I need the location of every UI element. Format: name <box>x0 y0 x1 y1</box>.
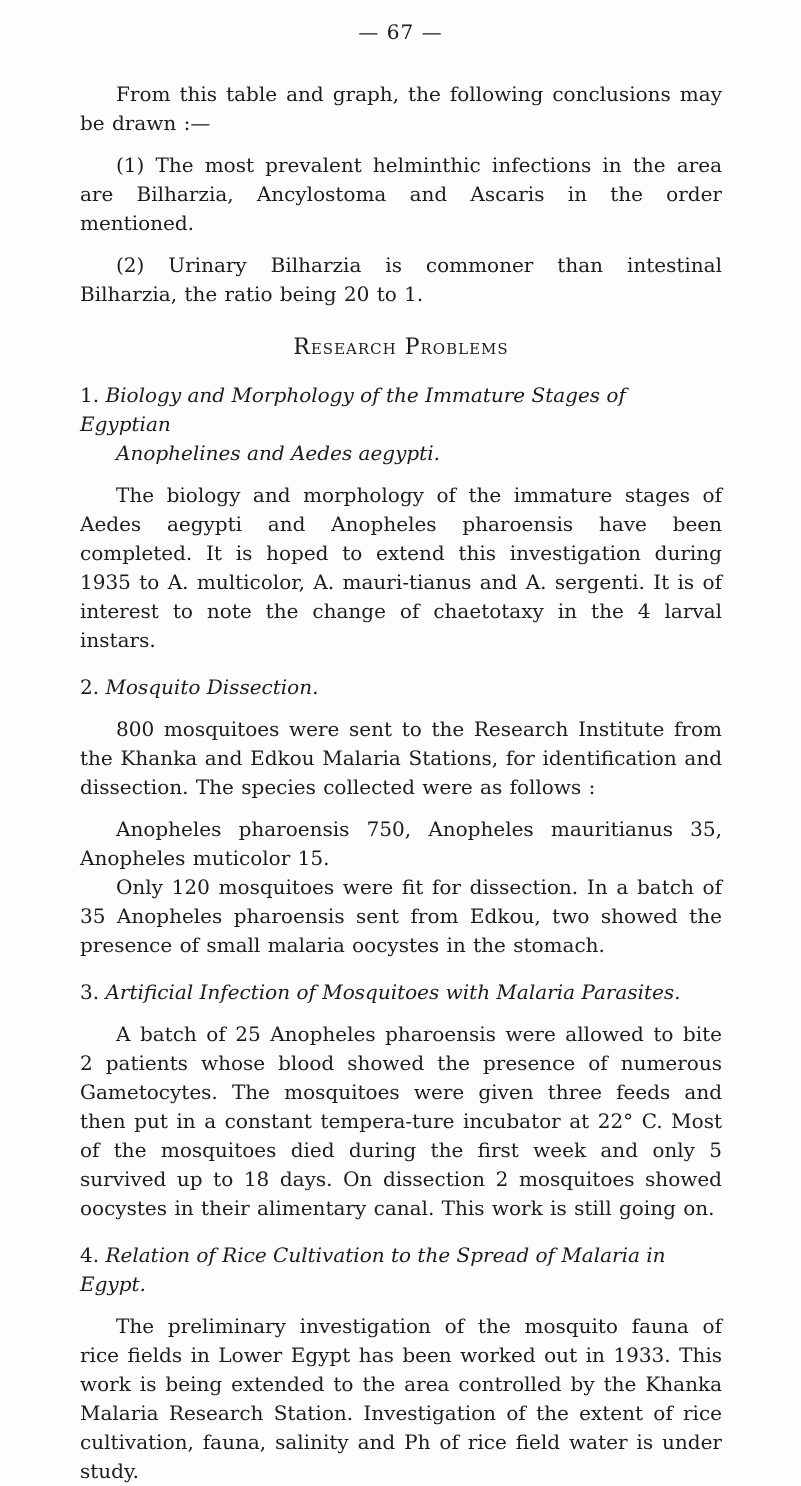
item-2-paragraph-2: Anopheles pharoensis 750, Anopheles mauritianus 35, Anopheles muticolor 15. <box>80 817 722 870</box>
text-column <box>80 80 722 1486</box>
item-2-paragraph-1: 800 mosquitoes were sent to the Research Institute from the Khanka and Edkou Malaria Stations, for identification and dissection. The species collected were as follows : <box>80 717 722 799</box>
item-1-title-cont: Anophelines and Aedes aegypti. <box>116 441 440 465</box>
item-1-paragraph: The biology and morphology of the immature stages of Aedes aegypti and Anopheles pharoensis have been completed. It is hoped to extend this investigation during 1935 to A. multicolor, A. mauri-tianus and A. sergenti. It is of interest to note the change of chaetotaxy in the 4 larval instars. <box>80 483 722 652</box>
item-3-title: Artificial Infection of Mosquitoes with Malaria Parasites. <box>105 980 681 1004</box>
item-4-heading <box>80 1241 722 1299</box>
conclusion-2: (2) Urinary Bilharzia is commoner than intestinal Bilharzia, the ratio being 20 to 1. <box>80 253 722 306</box>
item-3-paragraph: A batch of 25 Anopheles pharoensis were allowed to bite 2 patients whose blood showed the presence of numerous Gametocytes. The mosquitoes were given three feeds and then put in a constant tempera-ture incubator at 22° C. Most of the mosquitoes died during the first week and only 5 survived up to 18 days. On dissection 2 mosquitoes showed oocystes in their alimentary canal. This work is still going on. <box>80 1022 722 1220</box>
item-4-paragraph: The preliminary investigation of the mosquito fauna of rice fields in Lower Egypt has been worked out in 1933. This work is being extended to the area controlled by the Khanka Malaria Research Station. Investigation of the extent of rice cultivation, fauna, salinity and Ph of rice field water is under study. <box>80 1314 722 1483</box>
page-number: — 67 — <box>358 20 443 44</box>
item-4-title: Relation of Rice Cultivation to the Spread of Malaria in Egypt. <box>80 1243 666 1296</box>
item-2-paragraph-3: Only 120 mosquitoes were fit for dissection. In a batch of 35 Anopheles pharoensis sent from Edkou, two showed the presence of small malaria oocystes in the stomach. <box>80 875 722 957</box>
item-1-number: 1. <box>80 383 100 407</box>
item-3-heading <box>80 978 722 1007</box>
conclusion-1: (1) The most prevalent helminthic infections in the area are Bilharzia, Ancylostoma and Ascaris in the order mentioned. <box>80 153 722 235</box>
item-3-number: 3. <box>80 980 100 1004</box>
item-4-number: 4. <box>80 1243 100 1267</box>
item-2-number: 2. <box>80 675 100 699</box>
item-1-heading <box>80 381 722 468</box>
intro-paragraph: From this table and graph, the following conclusions may be drawn :— <box>80 82 722 135</box>
item-2-title: Mosquito Dissection. <box>105 675 319 699</box>
item-2-heading <box>80 673 722 702</box>
section-heading: Research Problems <box>293 335 509 360</box>
item-1-title: Biology and Morphology of the Immature Stages of Egyptian <box>80 383 626 436</box>
